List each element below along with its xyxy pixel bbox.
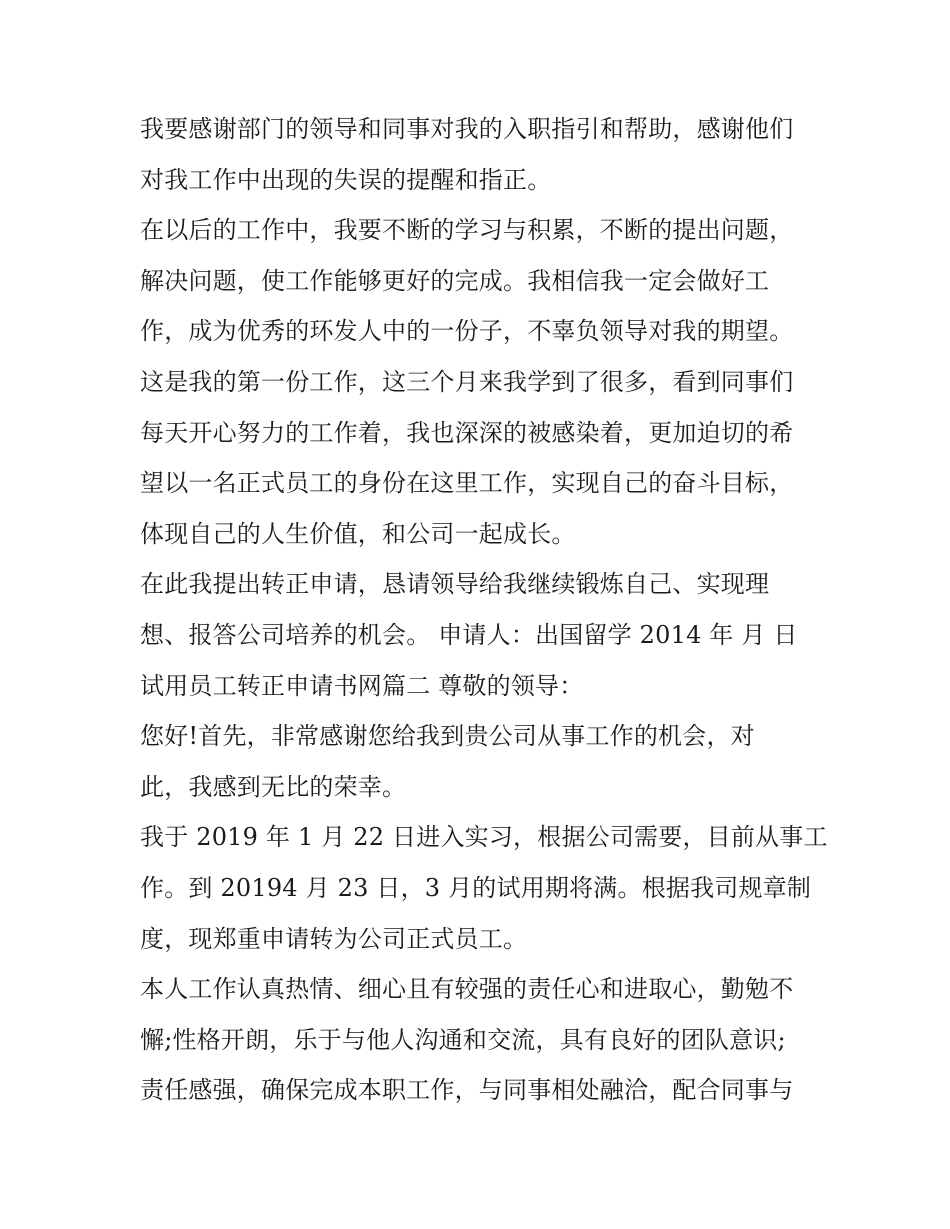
- text-line: 懈;性格开朗，乐于与他人沟通和交流，具有良好的团队意识;: [140, 1025, 786, 1054]
- text-line: 在此我提出转正申请，恳请领导给我继续锻炼自己、实现理: [140, 570, 770, 599]
- text-line: 每天开心努力的工作着，我也深深的被感染着，更加迫切的希: [140, 418, 794, 447]
- text-line: 作，成为优秀的环发人中的一份子，不辜负领导对我的期望。: [140, 317, 794, 346]
- text-line: 试用员工转正申请书网篇二 尊敬的领导：: [140, 671, 584, 700]
- text-line: 度，现郑重申请转为公司正式员工。: [140, 924, 528, 953]
- text-line: 本人工作认真热情、细心且有较强的责任心和进取心，勤勉不: [140, 975, 794, 1004]
- text-line: 想、报答公司培养的机会。 申请人：出国留学 2014 年 月 日: [140, 620, 798, 649]
- text-line: 解决问题，使工作能够更好的完成。我相信我一定会做好工: [140, 266, 770, 295]
- text-line: 体现自己的人生价值，和公司一起成长。: [140, 519, 576, 548]
- text-line: 责任感强，确保完成本职工作，与同事相处融洽，配合同事与: [140, 1076, 794, 1105]
- text-line: 此，我感到无比的荣幸。: [140, 772, 407, 801]
- text-line: 对我工作中出现的失误的提醒和指正。: [140, 165, 552, 194]
- text-line: 望以一名正式员工的身份在这里工作，实现自己的奋斗目标，: [140, 469, 794, 498]
- text-line: 我要感谢部门的领导和同事对我的入职指引和帮助，感谢他们: [140, 115, 794, 143]
- text-line: 在以后的工作中，我要不断的学习与积累，不断的提出问题，: [140, 216, 794, 245]
- text-line: 这是我的第一份工作，这三个月来我学到了很多，看到同事们: [140, 367, 794, 396]
- text-line: 您好!首先，非常感谢您给我到贵公司从事工作的机会，对: [140, 722, 755, 751]
- text-line: 我于 2019 年 1 月 22 日进入实习，根据公司需要，目前从事工: [140, 823, 828, 852]
- text-line: 作。到 20194 月 23 日，3 月的试用期将满。根据我司规章制: [140, 873, 812, 902]
- document-body: [140, 104, 828, 1116]
